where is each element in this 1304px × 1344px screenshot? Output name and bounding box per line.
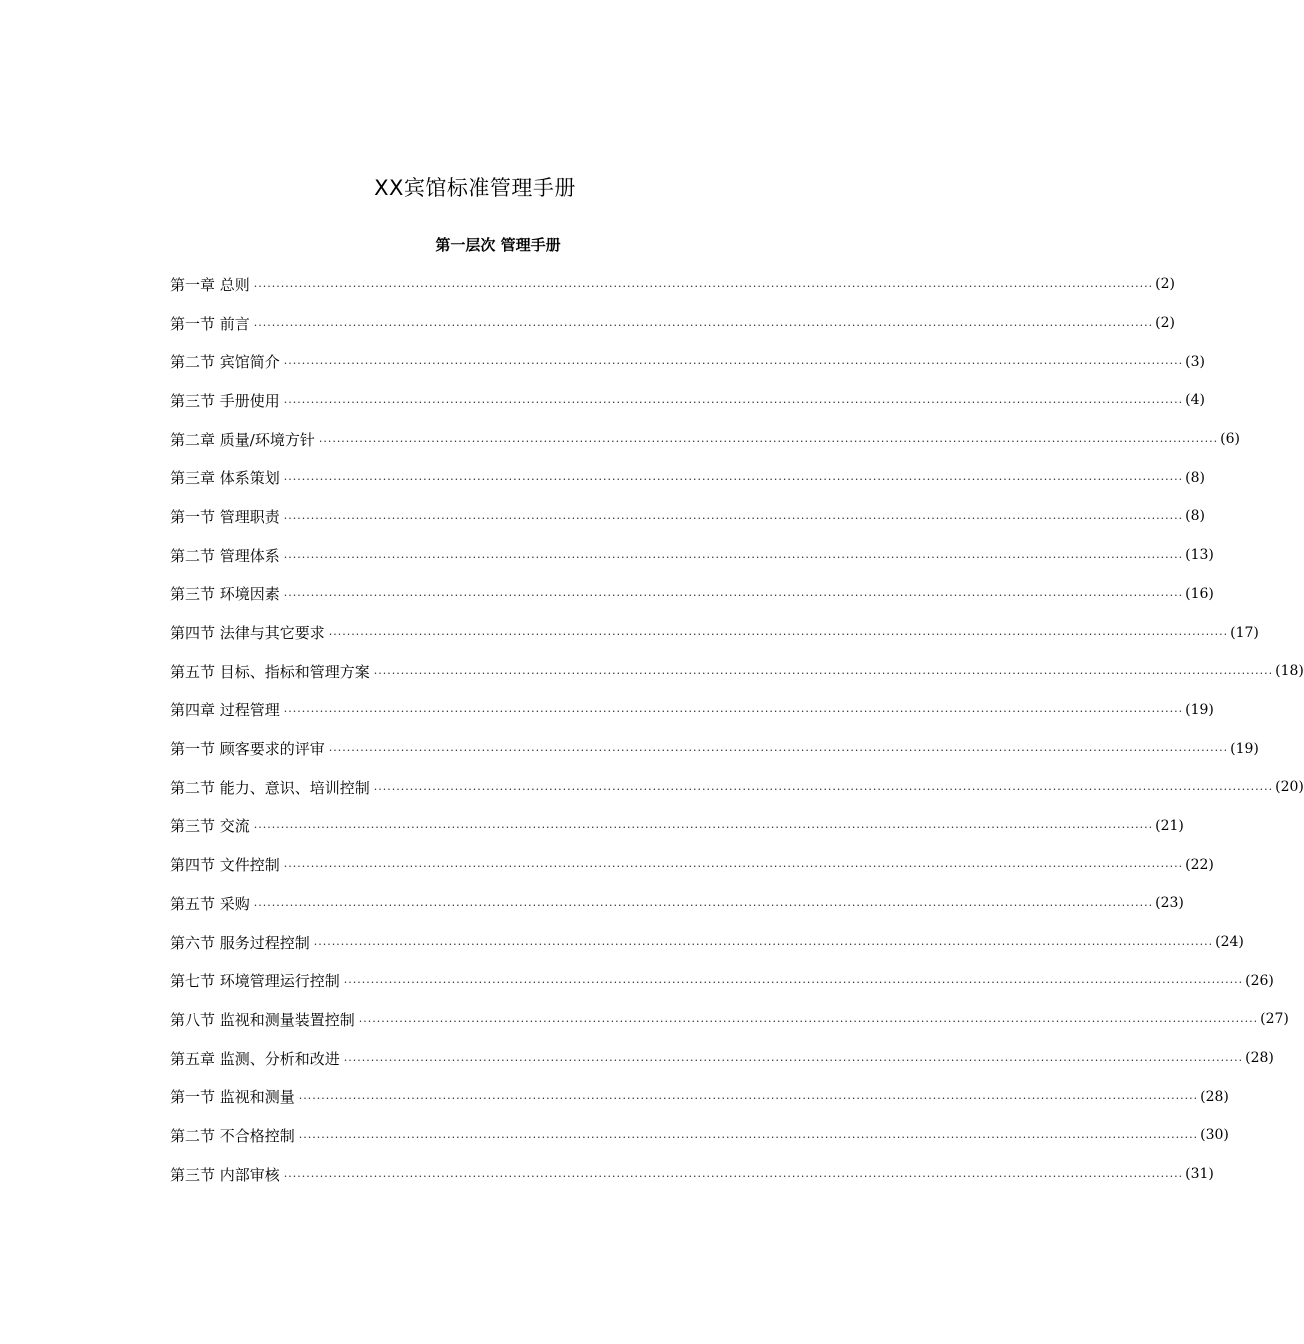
- table-of-contents: [170, 265, 1304, 1194]
- document-subtitle: 第一层次 管理手册: [435, 236, 561, 254]
- toc-entry[interactable]: [170, 1116, 1229, 1155]
- toc-leader-dots: ········································································································································································································: [328, 744, 1229, 758]
- toc-entry-page-number: (20): [1275, 779, 1304, 796]
- toc-entry-page-number: (22): [1185, 856, 1214, 873]
- toc-entry-page-number: (16): [1185, 585, 1214, 602]
- toc-entry-page-number: (26): [1245, 972, 1274, 989]
- toc-entry-label: 第三节 环境因素: [170, 585, 280, 604]
- toc-entry-label: 第三节 交流: [170, 817, 250, 836]
- toc-leader-dots: ········································································································································································································: [343, 1053, 1244, 1067]
- toc-leader-dots: ········································································································································································································: [253, 318, 1154, 332]
- toc-entry-page-number: (24): [1215, 934, 1244, 951]
- toc-entry-label: 第八节 监视和测量装置控制: [170, 1010, 355, 1029]
- toc-entry[interactable]: [170, 1077, 1229, 1116]
- toc-entry[interactable]: [170, 768, 1304, 807]
- toc-leader-dots: ········································································································································································································: [253, 821, 1154, 835]
- toc-leader-dots: ········································································································································································································: [298, 1130, 1199, 1144]
- toc-entry-page-number: (17): [1230, 624, 1259, 641]
- toc-leader-dots: ········································································································································································································: [373, 666, 1274, 680]
- toc-leader-dots: ········································································································································································································: [343, 976, 1244, 990]
- toc-entry[interactable]: [170, 691, 1214, 730]
- toc-entry-label: 第一节 顾客要求的评审: [170, 740, 325, 759]
- toc-entry-label: 第三节 手册使用: [170, 391, 280, 410]
- toc-entry[interactable]: [170, 304, 1175, 343]
- toc-entry-label: 第五章 监测、分析和改进: [170, 1049, 340, 1068]
- toc-entry-label: 第六节 服务过程控制: [170, 933, 310, 952]
- toc-leader-dots: ········································································································································································································: [358, 1014, 1259, 1028]
- toc-entry[interactable]: [170, 381, 1205, 420]
- toc-entry-label: 第一章 总则: [170, 275, 250, 294]
- toc-entry-label: 第二章 质量/环境方针: [170, 430, 315, 449]
- toc-leader-dots: ········································································································································································································: [298, 1092, 1199, 1106]
- toc-entry-label: 第一节 管理职责: [170, 507, 280, 526]
- toc-leader-dots: ········································································································································································································: [318, 434, 1219, 448]
- toc-entry-label: 第二节 管理体系: [170, 546, 280, 565]
- toc-entry[interactable]: [170, 342, 1205, 381]
- toc-entry-label: 第一节 监视和测量: [170, 1088, 295, 1107]
- toc-leader-dots: ········································································································································································································: [283, 395, 1184, 409]
- toc-entry-page-number: (28): [1245, 1050, 1274, 1067]
- toc-entry[interactable]: [170, 1155, 1214, 1194]
- toc-entry-label: 第四节 法律与其它要求: [170, 624, 325, 643]
- toc-entry-label: 第三章 体系策划: [170, 469, 280, 488]
- toc-entry-page-number: (8): [1185, 469, 1205, 486]
- toc-entry-page-number: (30): [1200, 1127, 1229, 1144]
- toc-entry-page-number: (19): [1185, 701, 1214, 718]
- toc-entry[interactable]: [170, 265, 1175, 304]
- toc-leader-dots: ········································································································································································································: [283, 357, 1184, 371]
- toc-entry-label: 第五节 采购: [170, 894, 250, 913]
- toc-entry-label: 第五节 目标、指标和管理方案: [170, 662, 370, 681]
- toc-entry-page-number: (19): [1230, 740, 1259, 757]
- toc-entry-page-number: (13): [1185, 547, 1214, 564]
- toc-entry-label: 第三节 内部审核: [170, 1165, 280, 1184]
- toc-entry-label: 第二节 不合格控制: [170, 1126, 295, 1145]
- toc-leader-dots: ········································································································································································································: [313, 937, 1214, 951]
- toc-entry[interactable]: [170, 923, 1244, 962]
- toc-entry-page-number: (18): [1275, 663, 1304, 680]
- toc-entry[interactable]: [170, 1000, 1289, 1039]
- toc-entry-page-number: (4): [1185, 392, 1205, 409]
- toc-entry[interactable]: [170, 884, 1184, 923]
- toc-leader-dots: ········································································································································································································: [283, 589, 1184, 603]
- toc-entry-page-number: (6): [1220, 431, 1240, 448]
- toc-entry-page-number: (8): [1185, 508, 1205, 525]
- toc-leader-dots: ········································································································································································································: [253, 898, 1154, 912]
- toc-entry-page-number: (21): [1155, 817, 1184, 834]
- toc-entry[interactable]: [170, 497, 1205, 536]
- toc-entry-label: 第一节 前言: [170, 314, 250, 333]
- toc-leader-dots: ········································································································································································································: [283, 511, 1184, 525]
- toc-entry-page-number: (28): [1200, 1088, 1229, 1105]
- toc-entry[interactable]: [170, 536, 1214, 575]
- toc-leader-dots: ········································································································································································································: [283, 860, 1184, 874]
- toc-leader-dots: ········································································································································································································: [283, 550, 1184, 564]
- toc-entry[interactable]: [170, 458, 1205, 497]
- toc-entry-page-number: (23): [1155, 895, 1184, 912]
- document-title: XX宾馆标准管理手册: [374, 176, 576, 200]
- toc-entry-label: 第四章 过程管理: [170, 701, 280, 720]
- toc-entry[interactable]: [170, 1039, 1274, 1078]
- toc-entry[interactable]: [170, 845, 1214, 884]
- toc-entry[interactable]: [170, 652, 1304, 691]
- toc-entry-label: 第七节 环境管理运行控制: [170, 972, 340, 991]
- toc-entry[interactable]: [170, 420, 1240, 459]
- toc-entry[interactable]: [170, 729, 1259, 768]
- toc-leader-dots: ········································································································································································································: [373, 782, 1274, 796]
- toc-leader-dots: ········································································································································································································: [283, 1169, 1184, 1183]
- toc-entry[interactable]: [170, 807, 1184, 846]
- toc-entry-page-number: (27): [1260, 1011, 1289, 1028]
- toc-entry[interactable]: [170, 613, 1259, 652]
- toc-leader-dots: ········································································································································································································: [328, 628, 1229, 642]
- toc-leader-dots: ········································································································································································································: [253, 279, 1154, 293]
- toc-entry[interactable]: [170, 575, 1214, 614]
- toc-entry-page-number: (3): [1185, 353, 1205, 370]
- toc-entry-label: 第二节 宾馆简介: [170, 353, 280, 372]
- toc-entry-page-number: (31): [1185, 1166, 1214, 1183]
- toc-entry-page-number: (2): [1155, 276, 1175, 293]
- toc-entry-label: 第二节 能力、意识、培训控制: [170, 778, 370, 797]
- toc-entry-label: 第四节 文件控制: [170, 856, 280, 875]
- toc-leader-dots: ········································································································································································································: [283, 473, 1184, 487]
- toc-entry-page-number: (2): [1155, 315, 1175, 332]
- toc-entry[interactable]: [170, 961, 1274, 1000]
- toc-leader-dots: ········································································································································································································: [283, 705, 1184, 719]
